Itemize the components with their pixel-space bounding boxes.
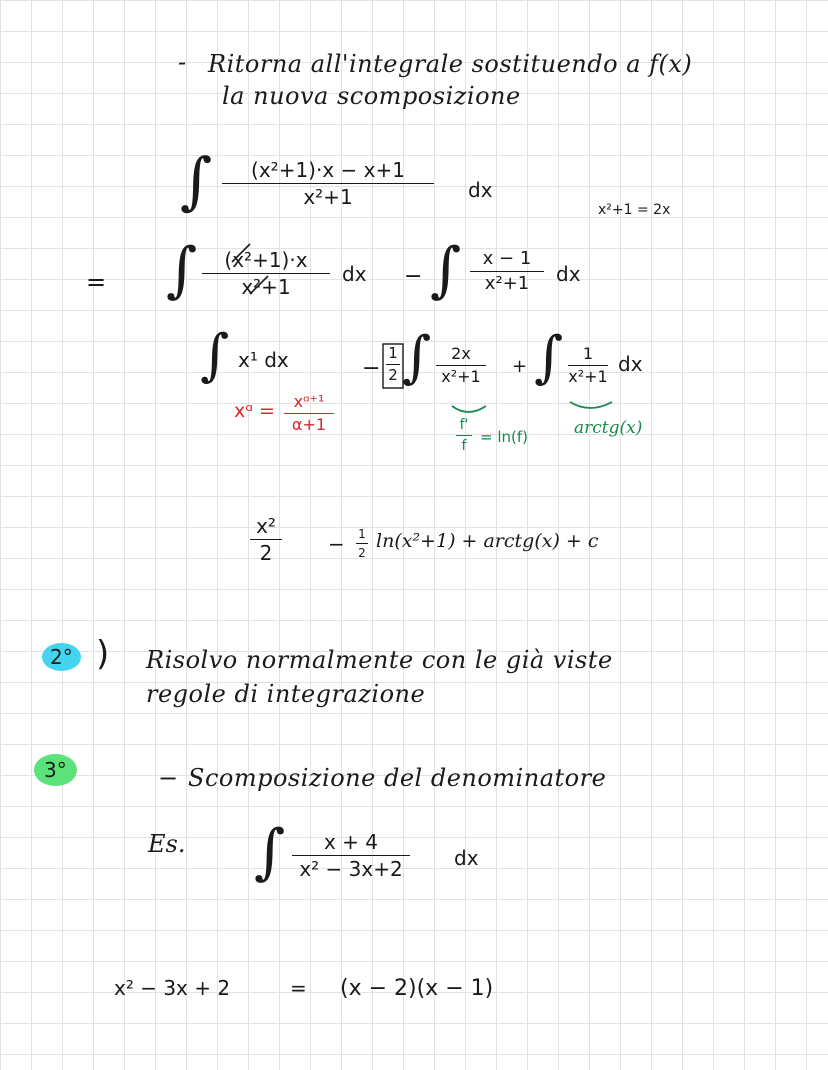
integral-sign: ∫ <box>200 323 230 388</box>
dx-label: dx <box>342 262 367 286</box>
green-underbrace <box>570 402 612 408</box>
plus-sign: + <box>512 356 528 377</box>
denominator: x² − 3x+2 <box>299 857 403 881</box>
numerator: x − 1 <box>482 248 532 269</box>
minus-sign: − <box>362 356 381 381</box>
section-3-marker: 3° <box>34 758 77 782</box>
coefficient-box <box>383 344 403 388</box>
integral-sign: ∫ <box>180 144 213 217</box>
fraction-3b: 2x x²+1 <box>436 346 486 385</box>
red-power-fraction: xᵅ⁺¹ α+1 <box>284 394 334 433</box>
bullet-dash: - <box>178 48 187 76</box>
equals-sign: = <box>86 268 107 296</box>
numerator: x + 4 <box>323 830 379 854</box>
green-underbrace <box>452 406 486 412</box>
integral-sign: ∫ <box>534 325 564 390</box>
red-power-rule: xᵅ = <box>234 400 275 422</box>
integral-sign: ∫ <box>402 325 432 390</box>
dx-label: dx <box>556 262 581 286</box>
result-coefficient: 1 2 <box>356 528 368 559</box>
minus-sign: − <box>404 264 423 289</box>
denominator: x²+1 <box>241 275 291 299</box>
factorization-lhs: x² − 3x + 2 <box>114 976 231 1000</box>
section-2-marker: 2° <box>42 645 81 669</box>
denominator: x²+1 <box>484 273 530 294</box>
numerator: (x²+1)·x <box>224 248 308 272</box>
bullet-dash: − <box>158 764 179 792</box>
dx-label: dx <box>618 352 643 376</box>
green-log-fraction: f' f <box>456 418 472 453</box>
fraction-3c: 1 x²+1 <box>568 344 608 386</box>
green-arctg-note: arctg(x) <box>574 418 643 438</box>
integral-sign: ∫ <box>430 235 462 305</box>
dx-label: dx <box>454 846 479 870</box>
section-2-line-2: regole di integrazione <box>146 680 426 708</box>
example-label: Es. <box>148 830 186 858</box>
coefficient-half: 1 2 <box>386 346 400 383</box>
result-fraction: x² 2 <box>250 516 282 563</box>
section-3-title: Scomposizione del denominatore <box>188 764 607 792</box>
green-log-result: = ln(f) <box>480 428 528 446</box>
equals-sign: = <box>290 976 307 1000</box>
integral-sign: ∫ <box>166 235 198 305</box>
section-2-paren: ) <box>96 634 110 674</box>
denominator: x²+1 <box>303 185 353 209</box>
factorization-rhs: (x − 2)(x − 1) <box>340 976 494 1001</box>
minus-sign: − <box>328 532 345 556</box>
result-expression: ln(x²+1) + arctg(x) + c <box>376 530 599 552</box>
note-line-1: Ritorna all'integrale sostituendo a f(x) <box>208 50 693 78</box>
cancel-slash <box>250 276 268 294</box>
term-x-power: x¹ dx <box>238 348 289 372</box>
numerator: (x²+1)·x − x+1 <box>251 158 405 182</box>
section-2-line-1: Risolvo normalmente con le già viste <box>146 646 613 674</box>
integral-sign: ∫ <box>254 817 286 887</box>
cancel-slash <box>232 244 250 262</box>
dx-label: dx <box>468 178 493 202</box>
side-note: x²+1 = 2x <box>598 202 671 218</box>
note-line-2: la nuova scomposizione <box>222 82 521 110</box>
